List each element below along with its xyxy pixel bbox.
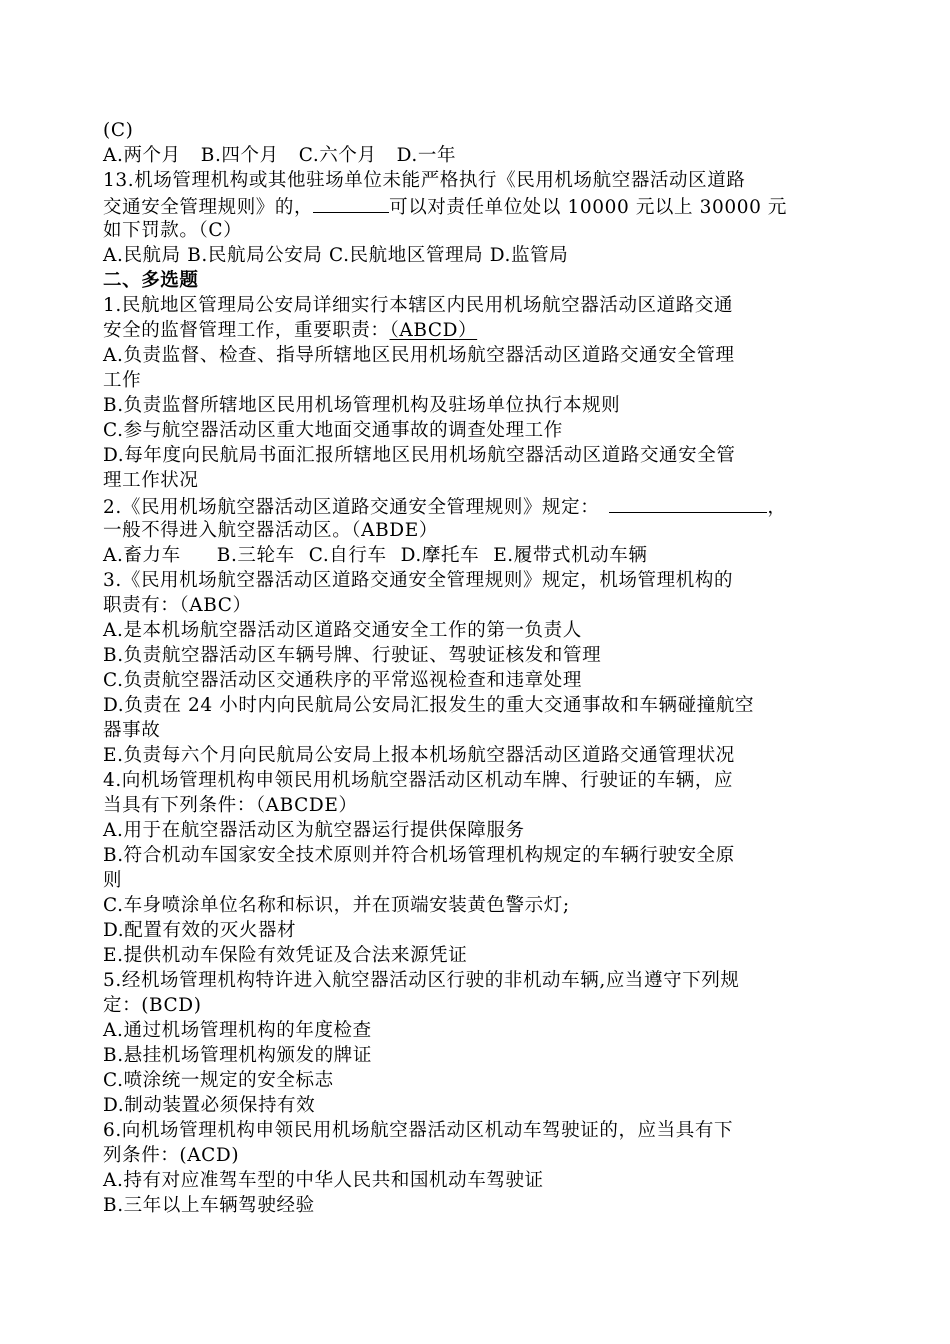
options-text: A.民航局 B.民航局公安局 C.民航地区管理局 D.监管局 bbox=[103, 245, 569, 266]
option-text: 工作 bbox=[103, 370, 142, 391]
option-text: C.车身喷涂单位名称和标识，并在顶端安装黄色警示灯; bbox=[103, 895, 570, 916]
mq1-option-d-2 bbox=[103, 468, 855, 493]
question-text: 职责有：（ABC） bbox=[103, 595, 252, 616]
mq1-option-c bbox=[103, 418, 855, 443]
mq3-line-2 bbox=[103, 593, 855, 618]
question-text: 5.经机场管理机构特许进入航空器活动区行驶的非机动车辆,应当遵守下列规 bbox=[103, 970, 740, 991]
mq6-option-b bbox=[103, 1193, 855, 1218]
question-13-line-3 bbox=[103, 218, 855, 243]
mq4-option-b-1 bbox=[103, 843, 855, 868]
option-text: 则 bbox=[103, 870, 123, 891]
mq1-line-1 bbox=[103, 293, 855, 318]
question-text: 定：(BCD) bbox=[103, 995, 202, 1016]
option-text: B.悬挂机场管理机构颁发的牌证 bbox=[103, 1045, 372, 1066]
answer-line bbox=[103, 118, 855, 143]
mq4-line-1 bbox=[103, 768, 855, 793]
mq5-line-2 bbox=[103, 993, 855, 1018]
option-text: B.三年以上车辆驾驶经验 bbox=[103, 1195, 315, 1216]
question-13-options bbox=[103, 243, 855, 268]
mq1-option-b bbox=[103, 393, 855, 418]
option-text: A.通过机场管理机构的年度检查 bbox=[103, 1020, 372, 1041]
option-text: D.每年度向民航局书面汇报所辖地区民用机场航空器活动区道路交通安全管 bbox=[103, 445, 736, 466]
option-c: C.自行车 bbox=[308, 545, 387, 566]
question-text: 安全的监督管理工作，重要职责： bbox=[103, 320, 390, 341]
option-c: C.六个月 bbox=[298, 145, 377, 166]
options-line bbox=[103, 143, 855, 168]
mq3-option-e bbox=[103, 743, 855, 768]
option-text: C.参与航空器活动区重大地面交通事故的调查处理工作 bbox=[103, 420, 563, 441]
question-text: 2.《民用机场航空器活动区道路交通安全管理规则》规定： bbox=[103, 497, 600, 518]
question-text: 6.向机场管理机构申领民用机场航空器活动区机动车驾驶证的，应当具有下 bbox=[103, 1120, 734, 1141]
mq1-option-d-1 bbox=[103, 443, 855, 468]
mq4-line-2 bbox=[103, 793, 855, 818]
option-text: E.提供机动车保险有效凭证及合法来源凭证 bbox=[103, 945, 468, 966]
section-title: 二、多选题 bbox=[103, 270, 199, 291]
option-text: D.制动装置必须保持有效 bbox=[103, 1095, 316, 1116]
question-text: 一般不得进入航空器活动区。（ABDE） bbox=[103, 520, 438, 541]
mq4-option-c bbox=[103, 893, 855, 918]
mq5-line-1 bbox=[103, 968, 855, 993]
option-text: 器事故 bbox=[103, 720, 161, 741]
option-text: C.负责航空器活动区交通秩序的平常巡视检查和违章处理 bbox=[103, 670, 582, 691]
fill-in-blank bbox=[609, 493, 767, 513]
question-text: 如下罚款。（C） bbox=[103, 220, 243, 241]
option-text: A.负责监督、检查、指导所辖地区民用机场航空器活动区道路交通安全管理 bbox=[103, 345, 735, 366]
mq5-option-c bbox=[103, 1068, 855, 1093]
option-text: A.是本机场航空器活动区道路交通安全工作的第一负责人 bbox=[103, 620, 582, 641]
mq6-option-a bbox=[103, 1168, 855, 1193]
mq6-line-2 bbox=[103, 1143, 855, 1168]
mq3-line-1 bbox=[103, 568, 855, 593]
option-b: B.四个月 bbox=[200, 145, 279, 166]
option-text: A.持有对应准驾车型的中华人民共和国机动车驾驶证 bbox=[103, 1170, 544, 1191]
mq6-line-1 bbox=[103, 1118, 855, 1143]
option-a: A.两个月 bbox=[103, 145, 181, 166]
mq4-option-a bbox=[103, 818, 855, 843]
fill-in-blank bbox=[313, 193, 389, 213]
mq2-options bbox=[103, 543, 855, 568]
option-text: D.配置有效的灭火器材 bbox=[103, 920, 297, 941]
question-text: 当具有下列条件：（ABCDE） bbox=[103, 795, 358, 816]
mq1-line-2 bbox=[103, 318, 855, 343]
mq4-option-b-2 bbox=[103, 868, 855, 893]
option-a: A.畜力车 bbox=[103, 545, 181, 566]
question-13-line-1 bbox=[103, 168, 855, 193]
option-text: C.喷涂统一规定的安全标志 bbox=[103, 1070, 334, 1091]
option-e: E.履带式机动车辆 bbox=[493, 545, 648, 566]
mq5-option-d bbox=[103, 1093, 855, 1118]
mq3-option-d-2 bbox=[103, 718, 855, 743]
option-text: 理工作状况 bbox=[103, 470, 199, 491]
option-b: B.三轮车 bbox=[216, 545, 295, 566]
document-body bbox=[103, 118, 855, 1218]
question-13-line-2 bbox=[103, 193, 855, 218]
mq5-option-b bbox=[103, 1043, 855, 1068]
question-text: 交通安全管理规则》的， bbox=[103, 197, 314, 218]
option-text: D.负责在 24 小时内向民航局公安局汇报发生的重大交通事故和车辆碰撞航空 bbox=[103, 695, 755, 716]
mq5-option-a bbox=[103, 1018, 855, 1043]
answer-text: (C) bbox=[103, 120, 134, 141]
question-text: 4.向机场管理机构申领民用机场航空器活动区机动车牌、行驶证的车辆，应 bbox=[103, 770, 734, 791]
question-text: 可以对责任单位处以 10000 元以上 30000 元 bbox=[389, 197, 788, 218]
mq4-option-d bbox=[103, 918, 855, 943]
mq3-option-d-1 bbox=[103, 693, 855, 718]
answer-text: （ABCD） bbox=[389, 320, 478, 341]
mq3-option-c bbox=[103, 668, 855, 693]
section-heading bbox=[103, 268, 855, 293]
question-text: ， bbox=[767, 497, 787, 518]
option-text: B.负责航空器活动区车辆号牌、行驶证、驾驶证核发和管理 bbox=[103, 645, 602, 666]
question-text: 1.民航地区管理局公安局详细实行本辖区内民用机场航空器活动区道路交通 bbox=[103, 295, 734, 316]
option-d: D.摩托车 bbox=[400, 545, 480, 566]
option-text: B.符合机动车国家安全技术原则并符合机场管理机构规定的车辆行驶安全原 bbox=[103, 845, 735, 866]
mq1-option-a-1 bbox=[103, 343, 855, 368]
option-text: B.负责监督所辖地区民用机场管理机构及驻场单位执行本规则 bbox=[103, 395, 621, 416]
option-d: D.一年 bbox=[396, 145, 457, 166]
mq3-option-a bbox=[103, 618, 855, 643]
question-text: 3.《民用机场航空器活动区道路交通安全管理规则》规定，机场管理机构的 bbox=[103, 570, 734, 591]
mq2-line-1 bbox=[103, 493, 855, 518]
mq3-option-b bbox=[103, 643, 855, 668]
option-text: E.负责每六个月向民航局公安局上报本机场航空器活动区道路交通管理状况 bbox=[103, 745, 735, 766]
option-text: A.用于在航空器活动区为航空器运行提供保障服务 bbox=[103, 820, 525, 841]
question-text: 列条件：(ACD) bbox=[103, 1145, 240, 1166]
mq1-option-a-2 bbox=[103, 368, 855, 393]
mq2-line-2 bbox=[103, 518, 855, 543]
mq4-option-e bbox=[103, 943, 855, 968]
question-text: 13.机场管理机构或其他驻场单位未能严格执行《民用机场航空器活动区道路 bbox=[103, 170, 746, 191]
